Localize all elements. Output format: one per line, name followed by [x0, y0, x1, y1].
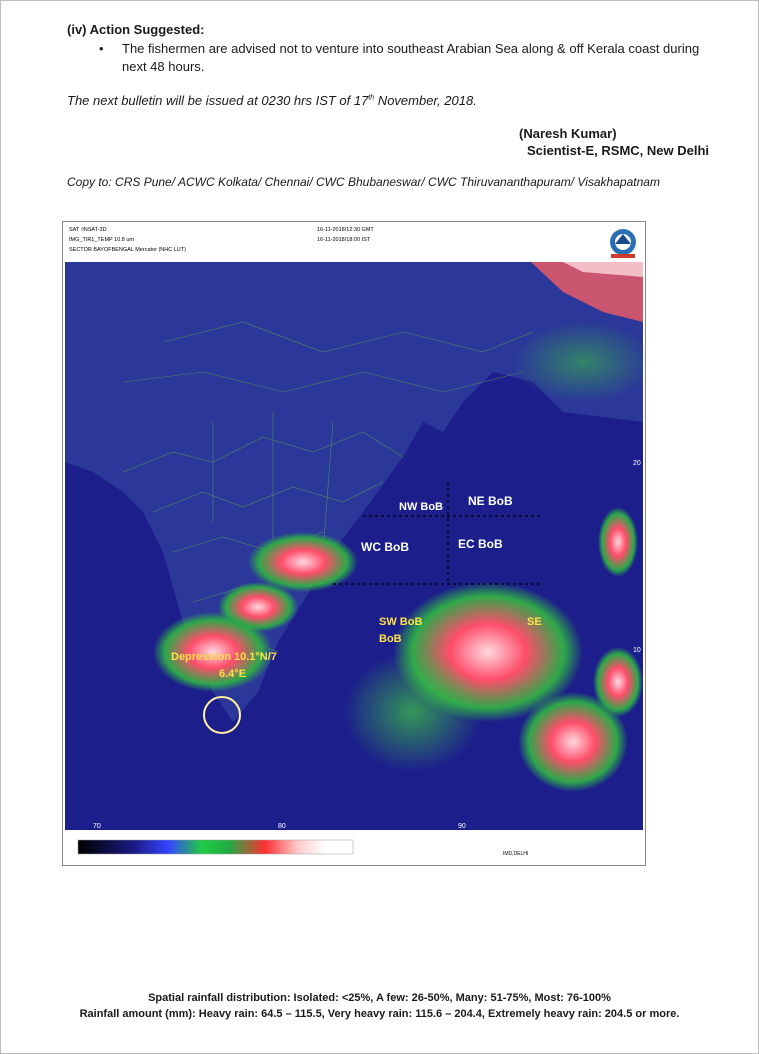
next-bulletin-sup: th [368, 94, 375, 102]
sat-header-2: IMG_TIR1_TEMP 10.8 um [69, 237, 135, 243]
sat-header-1: SAT :INSAT-3D [69, 227, 107, 233]
satellite-image [62, 221, 646, 866]
label-bob: BoB [379, 633, 402, 645]
label-ec-bob: EC BoB [458, 537, 503, 551]
depression-label-1: Depression 10.1°N/7 [171, 651, 277, 663]
next-bulletin-note [67, 93, 477, 108]
signatory-name: (Naresh Kumar) [519, 126, 617, 141]
depression-label-2: 6.4°E [219, 668, 247, 680]
lon-tick-70: 70 [93, 823, 101, 830]
sat-time-ist: 16-11-2018/18:00 IST [317, 237, 371, 243]
label-wc-bob: WC BoB [361, 540, 409, 554]
imd-credit: IMD,DELHI [503, 851, 529, 857]
label-nw-bob: NW BoB [399, 501, 443, 513]
label-sw-bob: SW BoB [379, 616, 423, 628]
lat-tick-20: 20 [633, 460, 641, 467]
sat-header-3: SECTOR BAYOFBENGAL Mercator (NHC LUT) [69, 247, 186, 253]
sat-time-gmt: 16-11-2018/12:30 GMT [317, 227, 374, 233]
bullet-marker: • [99, 41, 104, 56]
copy-to-line: Copy to: CRS Pune/ ACWC Kolkata/ Chennai/ CWC Bhubaneswar/ CWC Thiruvananthapuram/ Visakhapatnam [67, 175, 660, 189]
lon-tick-90: 90 [458, 823, 466, 830]
lat-tick-10: 10 [633, 647, 641, 654]
rainfall-amount-legend: Rainfall amount (mm): Heavy rain: 64.5 – 115.5, Very heavy rain: 115.6 – 204.4, Extremely heavy rain: 204.5 or more. [79, 1008, 680, 1020]
label-se: SE [527, 616, 542, 628]
cloud-cluster-far-east [593, 647, 643, 717]
next-bulletin-prefix: The next bulletin will be issued at 0230 hrs IST of 17 [67, 93, 369, 108]
cloud-band-south [343, 652, 483, 772]
fishermen-advisory: The fishermen are advised not to venture into southeast Arabian Sea along & off Kerala coast during next 48 hours. [122, 41, 700, 74]
next-bulletin-suffix: November, 2018. [374, 93, 477, 108]
signatory-title: Scientist-E, RSMC, New Delhi [527, 143, 710, 158]
rainfall-distribution-legend: Spatial rainfall distribution: Isolated: <25%, A few: 26-50%, Many: 51-75%, Most: 76-100% [148, 992, 611, 1004]
label-ne-bob: NE BoB [468, 494, 513, 508]
temperature-color-scale [78, 840, 353, 854]
cloud-cluster-east [598, 507, 638, 577]
section-heading: (iv) Action Suggested: [67, 22, 205, 37]
lon-tick-80: 80 [278, 823, 286, 830]
